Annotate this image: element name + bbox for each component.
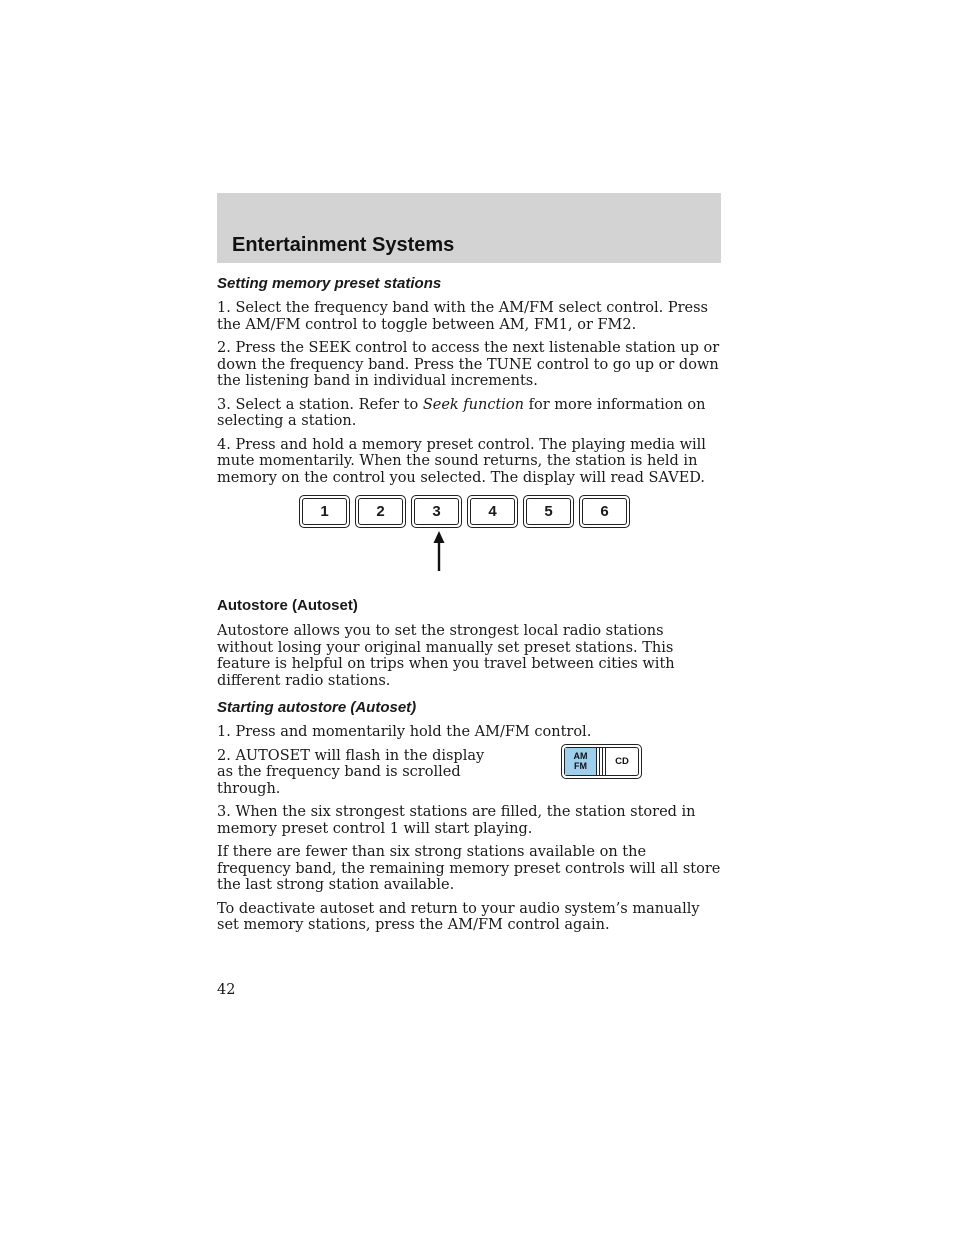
preset-button-3-label: 3 [414, 498, 459, 525]
section-heading-autostore: Autostore (Autoset) [217, 597, 358, 614]
seek-function-reference: Seek function [422, 396, 525, 413]
page-title: Entertainment Systems [232, 234, 455, 256]
memory-step-3-text-b: for more information on selecting a station. [217, 396, 706, 429]
header-band [217, 193, 721, 263]
amfm-button [565, 748, 597, 775]
preset-button-5-label: 5 [526, 498, 571, 525]
cd-button: CD [615, 755, 629, 767]
main-content [217, 275, 721, 941]
page-number: 42 [217, 982, 236, 998]
memory-step-3-text-a: 3. Select a station. Refer to [217, 396, 423, 413]
preset-button-2-label: 2 [358, 498, 403, 525]
preset-button-6-label: 6 [582, 498, 627, 525]
fewer-stations-note: If there are fewer than six strong stations available on the frequency band, the remaining memory preset controls will all store the last strong station available. [217, 844, 721, 893]
button-divider [597, 748, 606, 775]
preset-button-1 [299, 495, 350, 528]
autostore-step-3: 3. When the six strongest stations are filled, the station stored in memory preset control 1 will start playing. [217, 804, 696, 837]
preset-button-4 [467, 495, 518, 528]
amfm-cd-control-illustration [561, 744, 642, 779]
memory-step-3 [217, 397, 721, 430]
autostore-intro: Autostore allows you to set the strongest local radio stations without losing your original manually set preset stations. This feature is helpful on trips when you travel between cities with different radio stations. [217, 623, 675, 689]
memory-step-1: 1. Select the frequency band with the AM/FM select control. Press the AM/FM control to toggle between AM, FM1, or FM2. [217, 300, 708, 333]
preset-button-4-label: 4 [470, 498, 515, 525]
section-heading-starting-autostore: Starting autostore (Autoset) [217, 699, 417, 716]
section-heading-memory-presets: Setting memory preset stations [217, 275, 442, 292]
autostore-step-1: 1. Press and momentarily hold the AM/FM control. [217, 724, 592, 740]
autostore-step-2-block [217, 748, 721, 798]
am-label: AM [573, 751, 588, 761]
amfm-cd-control-frame [564, 747, 639, 776]
memory-step-4: 4. Press and hold a memory preset control. The playing media will mute momentarily. When the sound returns, the station is held in memory on the control you selected. The display will read SAVED. [217, 436, 706, 486]
preset-button-row [299, 495, 630, 528]
preset-buttons-illustration [217, 493, 721, 597]
preset-button-2 [355, 495, 406, 528]
autostore-step-2: 2. AUTOSET will flash in the display as the frequency band is scrolled through. [217, 747, 485, 797]
preset-button-6 [579, 495, 630, 528]
preset-button-3 [411, 495, 462, 528]
preset-button-1-label: 1 [302, 498, 347, 525]
memory-step-2: 2. Press the SEEK control to access the next listenable station up or down the frequency band. Press the TUNE control to go up or down the listening band in individual increments. [217, 340, 720, 389]
fm-label: FM [574, 761, 587, 771]
deactivate-note: To deactivate autoset and return to your audio system’s manually set memory stations, press the AM/FM control again. [217, 900, 700, 933]
preset-button-5 [523, 495, 574, 528]
up-arrow-icon [432, 531, 446, 571]
